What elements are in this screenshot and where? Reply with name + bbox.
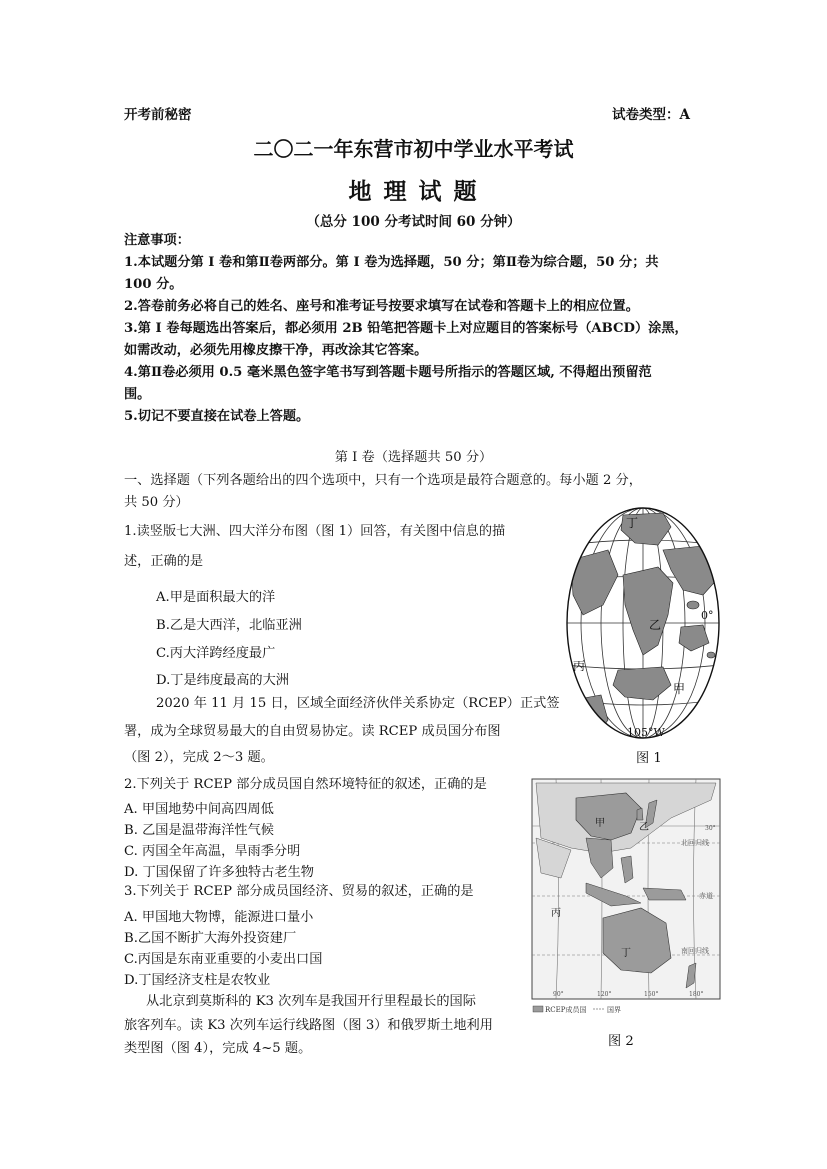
- q3-option-b: B.乙国不断扩大海外投资建厂: [124, 931, 297, 946]
- figure-2-caption: 图 2: [608, 1034, 634, 1049]
- fig1-label-bing: 丙: [573, 659, 586, 673]
- q2-option-d: D. 丁国保留了许多独特古老生物: [124, 865, 314, 880]
- fig1-label-yi: 乙: [649, 618, 662, 632]
- section-instruction: 共 50 分）: [124, 495, 189, 510]
- fig2-label-bing: 丙: [551, 908, 561, 919]
- q2-stem: 2.下列关于 RCEP 部分成员国自然环境特征的叙述，正确的是: [124, 777, 487, 792]
- fig2-label-yi: 乙: [639, 822, 649, 833]
- figure-2-rcep-map: [531, 778, 721, 1018]
- q1-option-d: D.丁是纬度最高的大洲: [156, 673, 289, 688]
- notes-line: 2.答卷前务必将自己的姓名、座号和准考证号按要求填写在试卷和答题卡上的相应位置。: [124, 299, 639, 314]
- rcep-intro: （图 2），完成 2～3 题。: [124, 750, 274, 765]
- q2-option-a: A. 甲国地势中间高四周低: [124, 802, 274, 817]
- notes-heading: 注意事项：: [124, 233, 190, 248]
- header-secret-label: 开考前秘密: [124, 107, 192, 123]
- notes-line: 围。: [124, 387, 151, 402]
- subject-title: 地 理 试 题: [348, 178, 479, 205]
- fig1-label-meridian: 105°W: [627, 726, 665, 739]
- notes-line: 100 分。: [124, 277, 183, 292]
- fig1-label-equator: 0°: [701, 609, 714, 622]
- section-title: 第 I 卷（选择题共 50 分）: [334, 450, 493, 465]
- q1-option-b: B.乙是大西洋，北临亚洲: [156, 618, 302, 633]
- q1-stem: 1.读竖版七大洲、四大洋分布图（图 1）回答，有关图中信息的描: [124, 524, 506, 539]
- fig1-label-ding: 丁: [626, 516, 639, 530]
- rcep-intro: 2020 年 11 月 15 日，区域全面经济伙伴关系协定（RCEP）正式签: [156, 696, 560, 711]
- figure-1-caption: 图 1: [636, 751, 662, 766]
- notes-line: 5.切记不要直接在试卷上答题。: [124, 409, 310, 424]
- fig1-label-jia: 甲: [673, 682, 686, 696]
- q3-stem: 3.下列关于 RCEP 部分成员国经济、贸易的叙述，正确的是: [124, 884, 474, 899]
- k3-intro: 旅客列车。读 K3 次列车运行线路图（图 3）和俄罗斯土地利用: [124, 1018, 493, 1033]
- notes-line: 4.第Ⅱ卷必须用 0.5 毫米黑色签字笔书写到答题卡题号所指示的答题区域, 不得超出预留范: [124, 365, 652, 380]
- fig2-legend-member: RCEP成员国: [545, 1006, 587, 1014]
- q2-option-b: B. 乙国是温带海洋性气候: [124, 823, 274, 838]
- q1-option-c: C.丙大洋跨经度最广: [156, 646, 276, 661]
- exam-title: 二〇二一年东营市初中学业水平考试: [253, 137, 574, 161]
- fig2-label-lat30: 30°: [705, 825, 716, 832]
- fig2-label-lon120: 120°: [597, 991, 612, 998]
- fig2-label-lon150: 150°: [644, 991, 659, 998]
- k3-intro: 类型图（图 4），完成 4~5 题。: [124, 1041, 312, 1056]
- fig2-label-equator: 赤道: [699, 892, 713, 900]
- notes-line: 如需改动，必须先用橡皮擦干净，再改涂其它答案。: [124, 343, 428, 358]
- q3-option-c: C.丙国是东南亚重要的小麦出口国: [124, 952, 323, 967]
- score-info: （总分 100 分考试时间 60 分钟）: [306, 214, 521, 230]
- q3-option-d: D.丁国经济支柱是农牧业: [124, 973, 271, 988]
- rcep-intro: 署，成为全球贸易最大的自由贸易协定。读 RCEP 成员国分布图: [124, 724, 501, 739]
- notes-line: 3.第 Ⅰ 卷每题选出答案后，都必须用 2B 铅笔把答题卡上对应题目的答案标号（ABCD）涂黑，: [124, 321, 688, 336]
- header-paper-type: 试卷类型：A: [612, 107, 690, 123]
- section-instruction: 一、选择题（下列各题给出的四个选项中，只有一个选项是最符合题意的。每小题 2 分，: [124, 473, 642, 488]
- fig2-label-ding: 丁: [621, 948, 631, 959]
- q3-option-a: A. 甲国地大物博，能源进口量小: [124, 910, 314, 925]
- q1-option-a: A.甲是面积最大的洋: [156, 590, 276, 605]
- fig2-label-tropic-n: 北回归线: [681, 839, 709, 847]
- fig2-label-lon90: 90°: [553, 991, 564, 998]
- fig2-label-lon180: 180°: [689, 991, 704, 998]
- figure-1-world-map: [563, 505, 723, 745]
- fig2-legend-border: 国界: [607, 1006, 621, 1014]
- fig2-label-tropic-s: 南回归线: [681, 947, 709, 955]
- q2-option-c: C. 丙国全年高温，旱雨季分明: [124, 844, 301, 859]
- notes-block: [124, 230, 704, 428]
- fig2-label-jia: 甲: [595, 818, 605, 829]
- notes-line: 1.本试题分第 Ⅰ 卷和第Ⅱ卷两部分。第 Ⅰ 卷为选择题，50 分；第Ⅱ卷为综合题，50 分；共: [124, 255, 659, 270]
- q1-stem: 述，正确的是: [124, 554, 204, 569]
- k3-intro: 从北京到莫斯科的 K3 次列车是我国开行里程最长的国际: [146, 994, 476, 1009]
